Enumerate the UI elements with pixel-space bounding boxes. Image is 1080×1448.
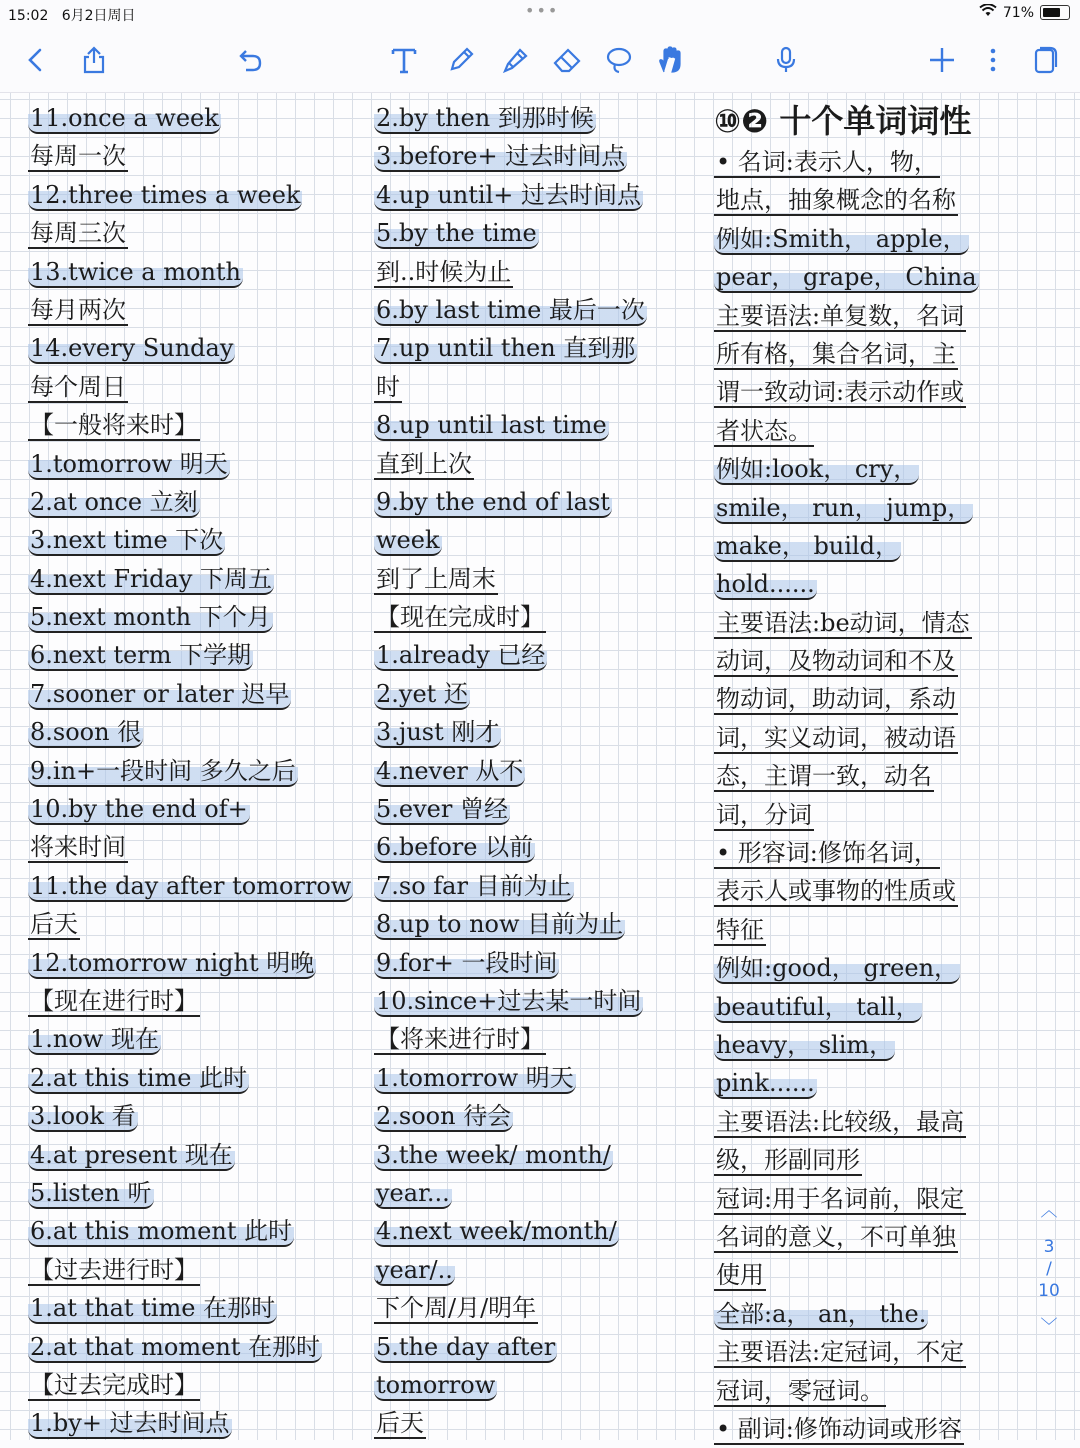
- note-line: [28, 1097, 353, 1135]
- note-line-text: 5.listen 听: [30, 1178, 152, 1207]
- more-icon[interactable]: [975, 42, 1011, 78]
- note-line: [374, 560, 647, 598]
- note-line: [28, 1251, 353, 1289]
- note-line: [28, 1366, 353, 1404]
- battery-icon: [1040, 5, 1070, 20]
- note-line-text: 所有格，集合名词，主: [716, 339, 956, 368]
- note-line: [28, 445, 353, 483]
- note-line: [714, 373, 1044, 411]
- note-line-text: 级，形副同形: [716, 1146, 860, 1175]
- note-line: [374, 483, 647, 521]
- note-line-text: 10.since+过去某一时间: [376, 986, 642, 1015]
- note-line-text: 6.before 以前: [376, 833, 534, 862]
- note-line-text: 3.look 看: [30, 1102, 136, 1131]
- note-line-text: 12.three times a week: [30, 180, 301, 209]
- note-line-text: 到..时候为止: [376, 257, 512, 286]
- note-line-text: 到了上周末: [376, 564, 496, 593]
- note-line-text: 地点，抽象概念的名称: [716, 186, 956, 215]
- note-line: [28, 1212, 353, 1250]
- note-line: [374, 1059, 647, 1097]
- note-line: [374, 1136, 647, 1174]
- note-line-text: 2.soon 待会: [376, 1102, 512, 1131]
- note-line-text: 全部:a， an， the.: [716, 1299, 927, 1328]
- note-line-text: 主要语法:定冠词，不定: [716, 1338, 965, 1367]
- page-up-icon[interactable]: ︿: [1040, 1201, 1058, 1221]
- note-line-text: 下个周/月/明年: [376, 1294, 537, 1323]
- note-line-text: 11.once a week: [30, 104, 219, 132]
- pen-icon[interactable]: [443, 42, 479, 78]
- note-line: [714, 988, 1044, 1026]
- note-line: [714, 1064, 1044, 1102]
- note-line-text: hold......: [716, 570, 815, 599]
- note-line-text: 2.by then 到那时候: [376, 104, 594, 132]
- note-line-text: pink......: [716, 1069, 815, 1098]
- note-line-text: 每个周日: [30, 372, 126, 401]
- note-line: [28, 675, 353, 713]
- page-down-icon[interactable]: ﹀: [1040, 1317, 1058, 1337]
- note-line: [374, 790, 647, 828]
- note-line: [714, 872, 1044, 910]
- note-line: [374, 445, 647, 483]
- note-line: [714, 220, 1044, 258]
- note-line-text: 7.sooner or later 迟早: [30, 679, 290, 708]
- note-line: [28, 905, 353, 943]
- note-line-text: year...: [376, 1178, 450, 1207]
- note-line: [28, 253, 353, 291]
- note-line: [714, 1295, 1044, 1333]
- note-line-text: 词，实义动词，被动语: [716, 723, 956, 752]
- note-line: [374, 137, 647, 175]
- status-right: [979, 4, 1070, 21]
- note-line-text: 4.at present 现在: [30, 1140, 233, 1169]
- note-line: [714, 796, 1044, 834]
- note-line-text: 特征: [716, 915, 764, 944]
- note-line-text: 6.at this moment 此时: [30, 1217, 293, 1246]
- note-line-text: 例如:look， cry，: [716, 455, 918, 484]
- note-line: [374, 406, 647, 444]
- add-icon[interactable]: [924, 42, 960, 78]
- note-line-text: 每月两次: [30, 295, 126, 324]
- note-line: [714, 604, 1044, 642]
- note-line: [714, 719, 1044, 757]
- note-line: [714, 412, 1044, 450]
- note-line: [28, 598, 353, 636]
- note-line-text: beautiful， tall，: [716, 992, 920, 1021]
- note-line: [714, 1333, 1044, 1371]
- note-line: [28, 406, 353, 444]
- note-line-text: 8.up to now 目前为止: [376, 910, 624, 939]
- lasso-icon[interactable]: [601, 42, 637, 78]
- note-line-text: 冠词:用于名词前，限定: [716, 1184, 965, 1213]
- note-line: [374, 905, 647, 943]
- note-line: [374, 1174, 647, 1212]
- note-line-text: 后天: [30, 910, 78, 939]
- note-line-text: 者状态。: [716, 416, 812, 445]
- toolbar: [0, 28, 1080, 93]
- note-line-text: • 副词:修饰动词或形容: [716, 1414, 962, 1443]
- column-3: [714, 99, 1044, 1448]
- note-line-text: 谓一致动词:表示动作或: [716, 378, 965, 407]
- column-2: [374, 99, 647, 1443]
- note-line: [374, 176, 647, 214]
- note-line-text: pear， grape， China: [716, 263, 977, 292]
- note-line: [714, 258, 1044, 296]
- note-line: [714, 143, 1044, 181]
- note-line-text: 每周三次: [30, 219, 126, 248]
- note-line-text: 例如:Smith， apple，: [716, 224, 967, 253]
- note-line: [714, 1218, 1044, 1256]
- note-line-text: 5.next month 下个月: [30, 603, 271, 632]
- note-line-text: 2.yet 还: [376, 679, 468, 708]
- note-line-text: 5.by the time: [376, 219, 537, 248]
- note-line: [714, 1372, 1044, 1410]
- note-line: [28, 329, 353, 367]
- note-line-text: 【现在完成时】: [376, 603, 544, 632]
- note-line: [28, 1289, 353, 1327]
- note-line: [374, 944, 647, 982]
- note-line-text: 动词，及物动词和不及: [716, 647, 956, 676]
- note-line: [374, 867, 647, 905]
- note-line-text: 5.ever 曾经: [376, 795, 508, 824]
- note-line: [28, 1136, 353, 1174]
- page-total: 10: [1038, 1281, 1060, 1301]
- note-line-text: 1.at that time 在那时: [30, 1294, 276, 1323]
- note-line: [28, 1174, 353, 1212]
- note-line-text: 1.now 现在: [30, 1025, 159, 1054]
- note-line-text: 冠词，零冠词。: [716, 1376, 884, 1405]
- note-line: [714, 181, 1044, 219]
- note-line: [714, 297, 1044, 335]
- note-line-text: 9.in+一段时间 多久之后: [30, 756, 296, 785]
- note-line-text: year/..: [376, 1255, 453, 1284]
- note-line-text: 11.the day after tomorrow: [30, 871, 352, 900]
- note-line-text: 词，分词: [716, 800, 812, 829]
- note-line: [374, 253, 647, 291]
- note-line: [374, 1404, 647, 1442]
- note-line: [374, 99, 647, 137]
- note-line-text: 每周一次: [30, 142, 126, 171]
- back-icon[interactable]: [18, 42, 54, 78]
- note-line-text: 4.next Friday 下周五: [30, 564, 273, 593]
- note-line: [374, 368, 647, 406]
- note-line-text: 2.at once 立刻: [30, 487, 198, 516]
- note-line: [374, 828, 647, 866]
- note-line-text: 【过去完成时】: [30, 1370, 198, 1399]
- pages-icon[interactable]: [1026, 42, 1062, 78]
- status-time: 15:02 6月2日周日: [8, 8, 136, 24]
- note-line-text: 3.before+ 过去时间点: [376, 142, 626, 171]
- note-line-text: 【将来进行时】: [376, 1025, 544, 1054]
- note-line: [374, 675, 647, 713]
- note-line: [374, 982, 647, 1020]
- multitasking-dots-icon[interactable]: •••: [525, 1, 560, 20]
- note-line-text: 1.tomorrow 明天: [376, 1063, 574, 1092]
- page-current: 3: [1043, 1237, 1055, 1257]
- highlighter-icon[interactable]: [497, 42, 533, 78]
- note-line-text: 物动词，助动词，系动: [716, 685, 956, 714]
- note-page[interactable]: [0, 93, 1080, 1443]
- note-line-text: week: [376, 526, 440, 555]
- note-line-text: 将来时间: [30, 833, 126, 862]
- note-line-text: 8.up until last time: [376, 411, 607, 440]
- note-line-text: 10.by the end of+: [30, 795, 248, 824]
- note-line-text: 12.tomorrow night 明晚: [30, 948, 315, 977]
- note-line-text: tomorrow: [376, 1370, 496, 1399]
- note-line-text: 态，主谓一致，动名: [716, 762, 932, 791]
- note-line: [374, 1328, 647, 1366]
- note-line: [714, 834, 1044, 872]
- note-line-text: 4.never 从不: [376, 756, 524, 785]
- share-icon[interactable]: [76, 42, 112, 78]
- note-line: [28, 176, 353, 214]
- note-line-text: 5.the day after: [376, 1332, 556, 1361]
- eraser-icon[interactable]: [549, 42, 585, 78]
- note-line-text: • 形容词:修饰名词，: [716, 839, 938, 868]
- note-line: [28, 713, 353, 751]
- note-line-text: 主要语法:单复数，名词: [716, 301, 965, 330]
- note-line: [374, 1212, 647, 1250]
- note-line: [28, 560, 353, 598]
- note-line-text: 3.the week/ month/: [376, 1140, 611, 1169]
- note-line-text: 13.twice a month: [30, 257, 242, 286]
- note-line: [28, 291, 353, 329]
- note-line: [28, 1020, 353, 1058]
- note-line-text: 9.for+ 一段时间: [376, 948, 558, 977]
- note-line: [28, 214, 353, 252]
- note-line: [28, 944, 353, 982]
- note-line-text: 1.tomorrow 明天: [30, 449, 228, 478]
- note-line-text: heavy， slim，: [716, 1030, 894, 1059]
- note-line: [374, 1097, 647, 1135]
- note-line: [714, 1026, 1044, 1064]
- note-line-text: 4.next week/month/: [376, 1217, 617, 1246]
- note-line: [28, 368, 353, 406]
- note-line-text: 主要语法:be动词，情态: [716, 608, 970, 637]
- note-line: [28, 828, 353, 866]
- note-line-text: 14.every Sunday: [30, 334, 234, 363]
- note-line-text: 8.soon 很: [30, 718, 142, 747]
- note-line: [374, 636, 647, 674]
- note-line: [374, 214, 647, 252]
- note-line-text: smile， run， jump，: [716, 493, 972, 522]
- note-line: [374, 1020, 647, 1058]
- note-line-text: 7.so far 目前为止: [376, 871, 572, 900]
- note-line-text: 6.next term 下学期: [30, 641, 252, 670]
- note-line: [714, 450, 1044, 488]
- note-line-text: 【过去进行时】: [30, 1255, 198, 1284]
- note-line: [374, 291, 647, 329]
- note-line: [714, 489, 1044, 527]
- note-line-text: 直到上次: [376, 449, 472, 478]
- note-line-text: 6.by last time 最后一次: [376, 295, 645, 324]
- note-line: [374, 329, 647, 367]
- note-line: [28, 752, 353, 790]
- note-line: [28, 636, 353, 674]
- hand-icon[interactable]: [652, 42, 688, 78]
- note-line: [714, 911, 1044, 949]
- note-line-text: • 名词:表示人，物，: [716, 148, 938, 176]
- note-line: [714, 1410, 1044, 1448]
- note-line-text: 例如:good， green，: [716, 954, 959, 983]
- note-line: [374, 752, 647, 790]
- status-bar: [0, 0, 1080, 28]
- note-line-text: 4.up until+ 过去时间点: [376, 180, 641, 209]
- microphone-icon[interactable]: [768, 42, 804, 78]
- note-line: [374, 1366, 647, 1404]
- note-line-text: make， build，: [716, 531, 899, 560]
- note-line-text: 3.just 刚才: [376, 718, 500, 747]
- note-line: [28, 1059, 353, 1097]
- note-line: [28, 99, 353, 137]
- note-line: [374, 1251, 647, 1289]
- page-separator: /: [1046, 1259, 1052, 1279]
- note-line: [374, 598, 647, 636]
- note-line: [714, 949, 1044, 987]
- note-line-text: 使用: [716, 1261, 764, 1290]
- text-icon[interactable]: [386, 42, 422, 78]
- section-heading: ⑩❷ 十个单词词性: [714, 102, 972, 140]
- note-line: [28, 521, 353, 559]
- note-line: [374, 1289, 647, 1327]
- note-line-text: 9.by the end of last: [376, 487, 610, 516]
- note-line: [714, 527, 1044, 565]
- note-line: [374, 521, 647, 559]
- column-1: [28, 99, 353, 1443]
- note-line: [28, 1328, 353, 1366]
- note-line: [714, 335, 1044, 373]
- note-line-text: 【现在进行时】: [30, 986, 198, 1015]
- note-line: [28, 867, 353, 905]
- wifi-icon: [979, 4, 997, 21]
- note-line-text: 7.up until then 直到那: [376, 334, 636, 363]
- battery-percent: 71%: [1002, 4, 1034, 21]
- page-indicator[interactable]: [1034, 1200, 1064, 1338]
- note-line: [28, 790, 353, 828]
- note-line: [28, 483, 353, 521]
- note-line-text: 2.at this time 此时: [30, 1063, 248, 1092]
- note-line: [714, 1256, 1044, 1294]
- note-line-text: 主要语法:比较级，最高: [716, 1107, 965, 1136]
- note-line-text: 名词的意义，不可单独: [716, 1222, 956, 1251]
- note-line: [28, 1404, 353, 1442]
- note-line-text: 表示人或事物的性质或: [716, 877, 956, 906]
- undo-icon[interactable]: [231, 42, 267, 78]
- note-line: [714, 757, 1044, 795]
- note-line-text: 1.already 已经: [376, 641, 546, 670]
- note-line-text: 1.by+ 过去时间点: [30, 1409, 230, 1438]
- note-line: [28, 137, 353, 175]
- note-line: [714, 680, 1044, 718]
- note-line-text: 2.at that moment 在那时: [30, 1332, 321, 1361]
- note-line-text: 后天: [376, 1409, 424, 1438]
- note-line-text: 时: [376, 372, 400, 401]
- note-line: [714, 565, 1044, 603]
- note-line: [714, 1103, 1044, 1141]
- note-line: [714, 1141, 1044, 1179]
- note-line-text: 【一般将来时】: [30, 411, 198, 440]
- note-line: [714, 642, 1044, 680]
- note-line: [28, 982, 353, 1020]
- note-line-text: 3.next time 下次: [30, 526, 224, 555]
- note-line: [374, 713, 647, 751]
- note-line: [714, 1180, 1044, 1218]
